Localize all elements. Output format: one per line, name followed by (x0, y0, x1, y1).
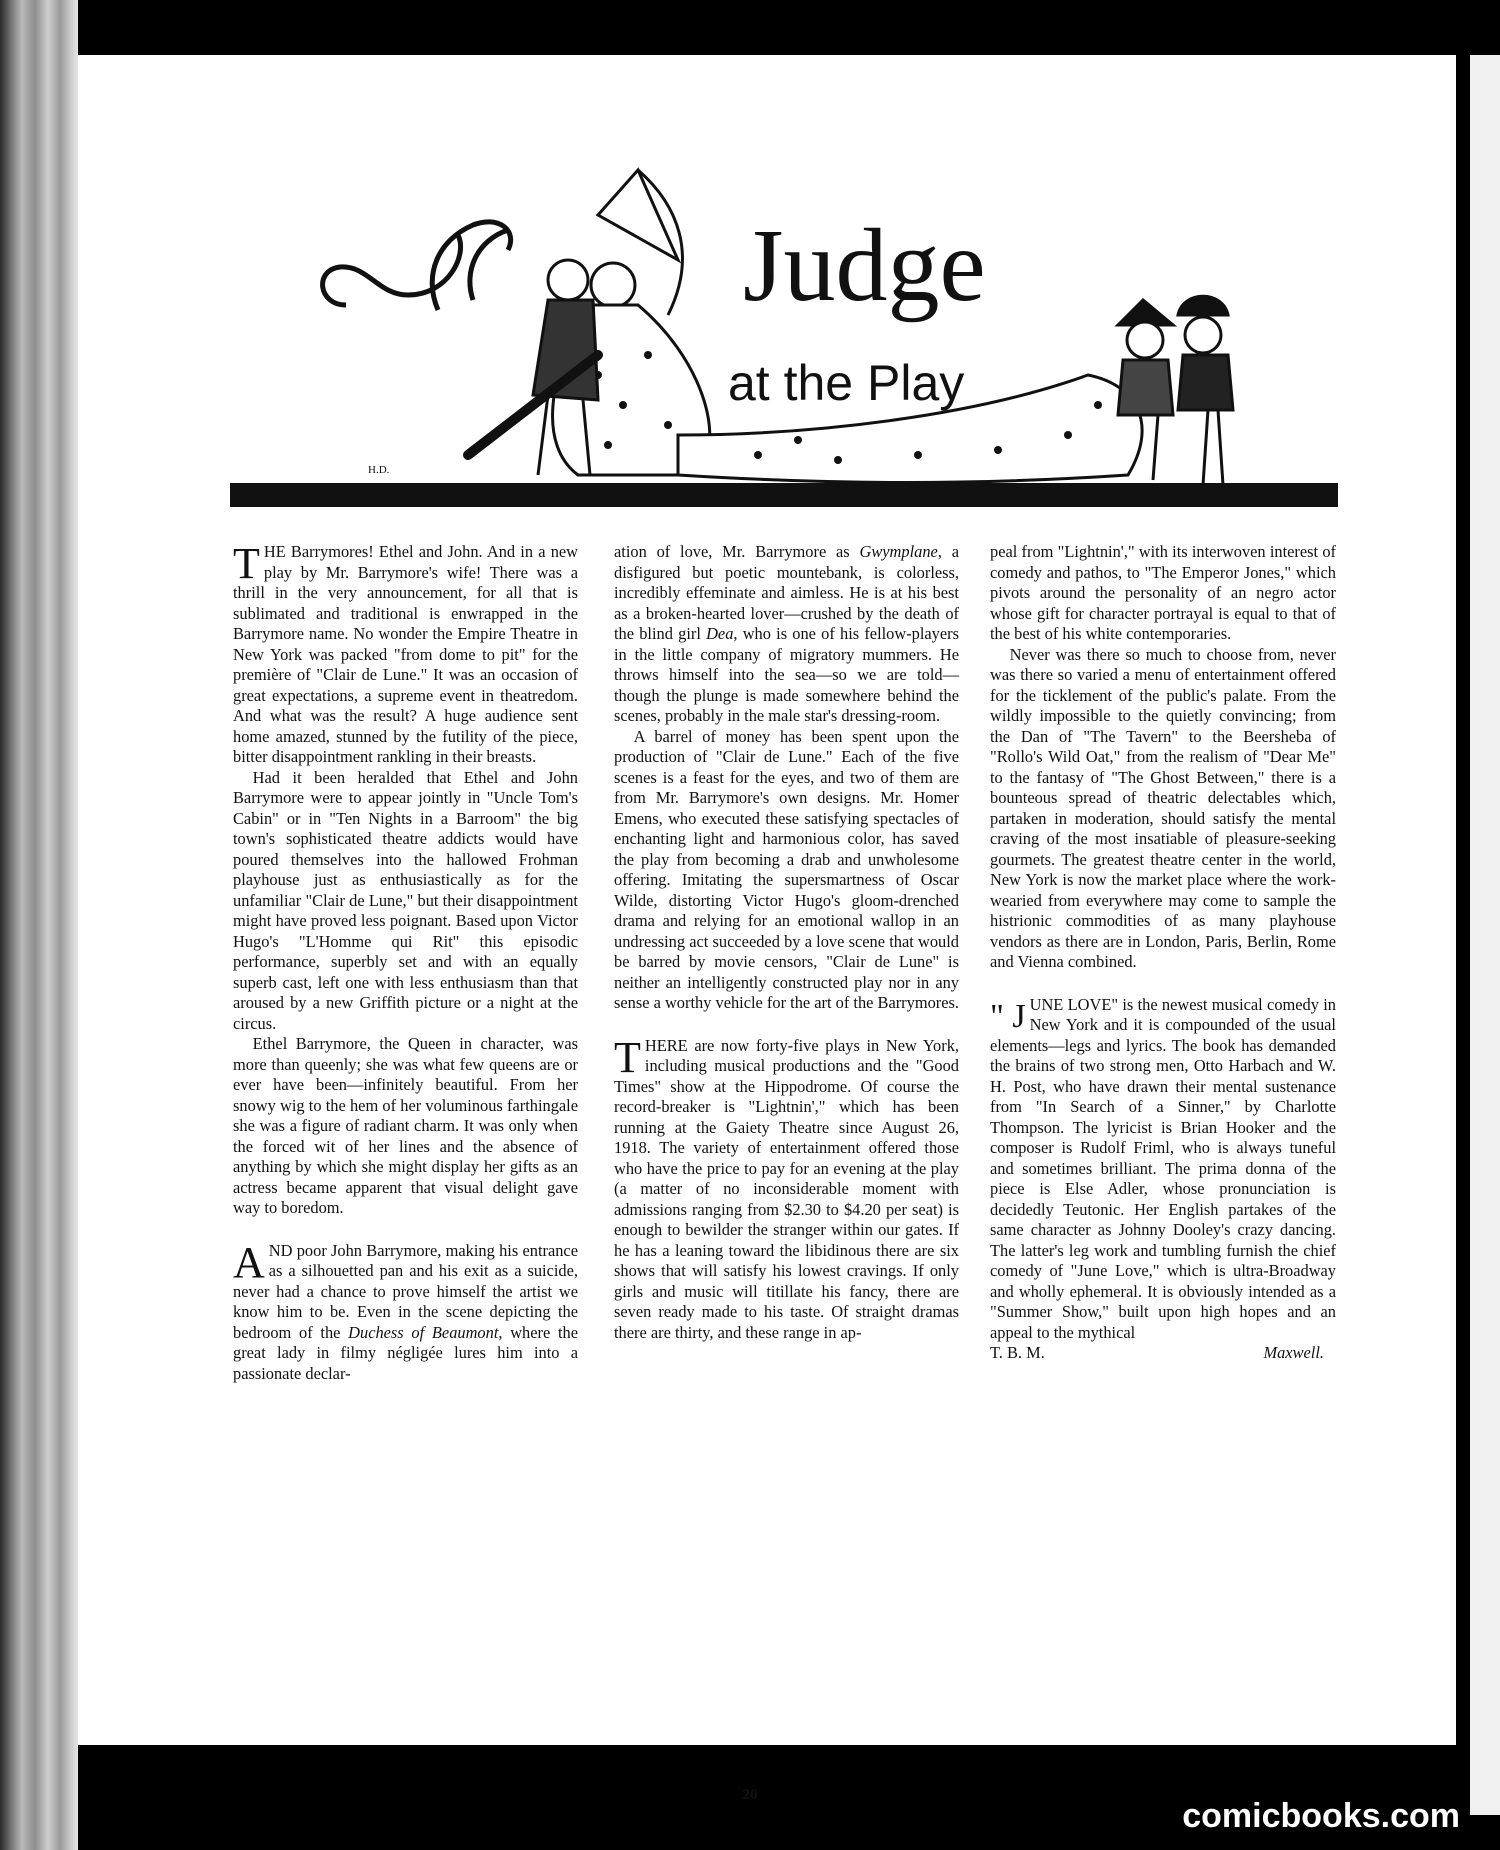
column-1 (233, 539, 579, 1384)
header-rule (230, 483, 1338, 507)
header-title: Judge (743, 208, 986, 323)
column-3 (990, 542, 1336, 1364)
header-illustration (78, 55, 1456, 525)
paragraph: peal from "Lightnin'," with its interwoven interest of comedy and pathos, to "The Emperor Jones," which pivots around the personality of an negro actor whose gift for character portrayal is equal to that of the best of his white contemporaries. (990, 542, 1336, 643)
signature-name: Maxwell. (1263, 1343, 1324, 1362)
drop-cap: A (233, 1237, 265, 1287)
column-2 (614, 542, 959, 1343)
flourish-ornament (323, 222, 511, 310)
paragraph: " J UNE LOVE" is the newest musical comedy in New York and it is compounded of the usual elements—legs and lyrics. The book has demanded the brains of two strong men, Otto Harbach and W. H. Post, who have drawn their mental sustenance from "In Search of a Sinner," by Charlotte Thompson. The lyricist is Brian Hooker and the composer is Rudolf Friml, who is always tuneful and sometimes brilliant. The prima donna of the piece is Else Adler, whose pronunciation is decidedly Teutonic. Her English partakes of the same character as Johnny Dooley's crazy dancing. The latter's leg work and tumbling furnish the chief comedy of "June Love," which is ultra-Broadway and wholly ephemeral. It is obviously intended as a "Summer Show," built upon high hopes and an appeal to the mythical (990, 994, 1336, 1342)
scan-next-page-edge (1470, 55, 1500, 1815)
paragraph: A barrel of money has been spent upon the production of "Clair de Lune." Each of the five scenes is a feast for the eyes, and two of them are from Mr. Barrymore's own designs. Mr. Homer Emens, who executed these satisfying spectacles of enchanting light and harmonious color, has saved the play from becoming a drab and unwholesome offering. Imitating the supersmartness of Oscar Wilde, distorting Victor Hugo's gloom-drenched drama and relying for an emotional wallop in an undressing act succeeded by a love scene that would be barred by movie censors, "Clair de Lune" is neither an intelligently constructed play nor in any sense a worthy vehicle for the art of the Barrymores. (614, 726, 959, 1012)
paragraph: AND poor John Barrymore, making his entrance as a silhouetted pan and his exit as a suicide, never had a chance to prove himself the artist we know him to be. Even in the scene depicting the bedroom of the Duchess of Beaumont, where the great lady in filmy négligée lures him into a passionate declar- (233, 1237, 579, 1383)
drop-cap: T (614, 1032, 641, 1082)
paragraph: THE Barrymores! Ethel and John. And in a new play by Mr. Barrymore's wife! There was a thrill in the very announcement, for all that is sublimated and traditional is enwrapped in the Barrymore name. No wonder the Empire Theatre in New York was packed "from dome to pit" for the première of "Clair de Lune." It was an occasion of great expectations, a supreme event in theatredom. And what was the result? A huge audience sent home amazed, stunned by the futility of the piece, bitter disappointment rankling in their breasts. (233, 539, 578, 766)
paragraph: ation of love, Mr. Barrymore as Gwymplane, a disfigured but poetic mountebank, is colorless, incredibly effeminate and aimless. He is at his best as a broken-hearted lover—crushed by the death of the blind girl Dea, who is one of his fellow-players in the little company of migratory mummers. He throws himself into the sea—so we are told—though the plunge is made somewhere behind the scenes, probably in the male star's dressing-room. (614, 542, 959, 725)
paragraph: THERE are now forty-five plays in New York, including musical productions and the "Good Times" show at the Hippodrome. Of course the record-breaker is "Lightnin'," which has been running at the Gaiety Theatre since August 26, 1918. The variety of entertainment offered those who have the price to pay for an evening at the play (a matter of no inconsiderable moment with admissions ranging from $2.30 to $4.20 per seat) is enough to bewilder the stranger within our gates. If he has a leaning toward the libidinous there are six shows that will satisfy his lowest cravings. If only girls and music will titillate his fancy, there are seven ready made to his taste. Of straight dramas there are thirty, and these range in ap- (614, 1032, 959, 1342)
author-signature (990, 1343, 1336, 1364)
watermark-brand: comicbooks.com (1182, 1797, 1460, 1835)
magazine-page (78, 55, 1456, 1745)
signature-initials: T. B. M. (990, 1343, 1045, 1362)
scan-binding-edge (0, 0, 78, 1850)
header-subtitle: at the Play (728, 355, 965, 411)
paragraph: Never was there so much to choose from, never was there so varied a menu of entertainment offered for the ticklement of the public's palate. From the wildly impossible to the quietly convincing; from the Dan of "The Tavern" to the Beersheba of "Rollo's Wild Oat," from the realism of "Dear Me" to the fantasy of "The Ghost Between," there is a bounteous spread of theatric delectables which, partaken in moderation, should satisfy the mental craving of the most insatiable of pleasure-seeking gourmets. The greatest theatre center in the world, New York is now the market place where the work-wearied from everywhere may come to sample the histrionic commodities of as many playhouse vendors as there are in London, Paris, Berlin, Rome and Vienna combined. (990, 644, 1336, 971)
artist-initials: H.D. (368, 464, 390, 476)
drop-cap: " J (990, 997, 1026, 1035)
page-number: 20 (742, 1787, 758, 1803)
paragraph: Had it been heralded that Ethel and John Barrymore were to appear jointly in "Uncle Tom's Cabin" or in "Ten Nights in a Barroom" the big town's sophisticated theatre addicts would have poured themselves into the hallowed Frohman playhouse just as enthusiastically as for the unfamiliar "Clair de Lune," but their disappointment might have proved less poignant. Based upon Victor Hugo's "L'Homme qui Rit" this episodic performance, superbly set and with an equally superb cast, left one with less enthusiasm than that aroused by a new Griffith picture or a night at the circus. (233, 767, 578, 1033)
drop-cap: T (233, 539, 260, 588)
paragraph: Ethel Barrymore, the Queen in character, was more than queenly; she was what few queens are or ever have been—infinitely beautiful. From her snowy wig to the hem of her voluminous farthingale she was a figure of radiant charm. It was only when the forced wit of her lines and the absence of anything by which she might display her gifts as an actress became apparent that visual delight gave way to boredom. (233, 1034, 578, 1217)
